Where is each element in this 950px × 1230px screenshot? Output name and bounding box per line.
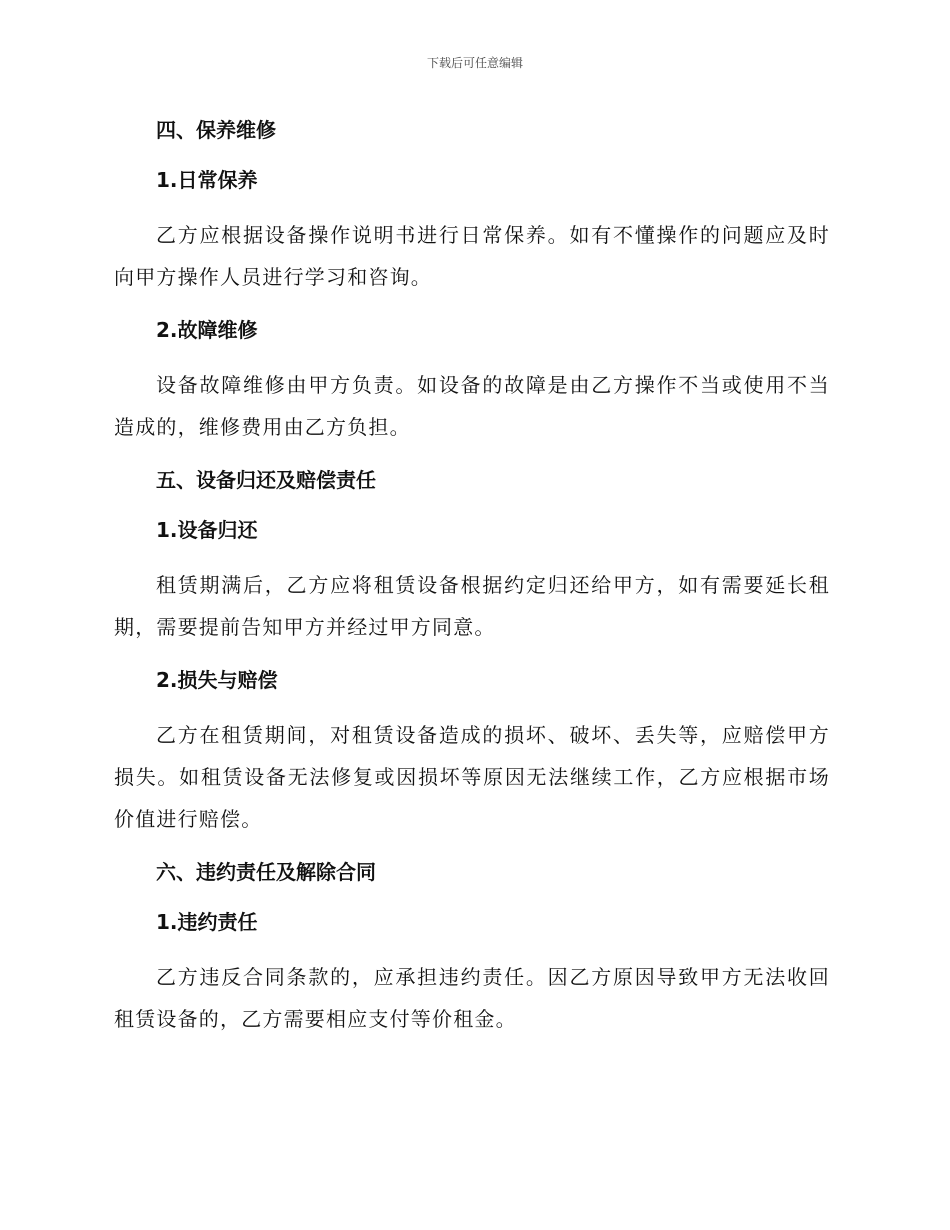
subsection-heading: 1.设备归还 xyxy=(156,518,258,542)
page-header: 下载后可任意编辑 xyxy=(426,56,523,70)
document-body xyxy=(114,110,830,1058)
paragraph: 租赁期满后，乙方应将租赁设备根据约定归还给甲方，如有需要延长租期，需要提前告知甲方并经过甲方同意。 xyxy=(114,573,830,639)
subsection-heading: 1.违约责任 xyxy=(156,910,258,934)
section-heading: 六、违约责任及解除合同 xyxy=(156,860,376,884)
paragraph: 乙方应根据设备操作说明书进行日常保养。如有不懂操作的问题应及时向甲方操作人员进行学习和咨询。 xyxy=(114,223,830,289)
section-heading: 五、设备归还及赔偿责任 xyxy=(156,468,376,492)
subsection-heading: 2.损失与赔偿 xyxy=(156,668,278,692)
subsection-heading: 1.日常保养 xyxy=(156,168,258,192)
subsection-heading: 2.故障维修 xyxy=(156,318,258,342)
paragraph: 乙方在租赁期间，对租赁设备造成的损坏、破坏、丢失等，应赔偿甲方损失。如租赁设备无法修复或因损坏等原因无法继续工作，乙方应根据市场价值进行赔偿。 xyxy=(114,723,830,831)
paragraph: 设备故障维修由甲方负责。如设备的故障是由乙方操作不当或使用不当造成的，维修费用由乙方负担。 xyxy=(114,373,830,439)
section-heading: 四、保养维修 xyxy=(156,118,276,142)
paragraph: 乙方违反合同条款的，应承担违约责任。因乙方原因导致甲方无法收回租赁设备的，乙方需要相应支付等价租金。 xyxy=(114,965,830,1031)
